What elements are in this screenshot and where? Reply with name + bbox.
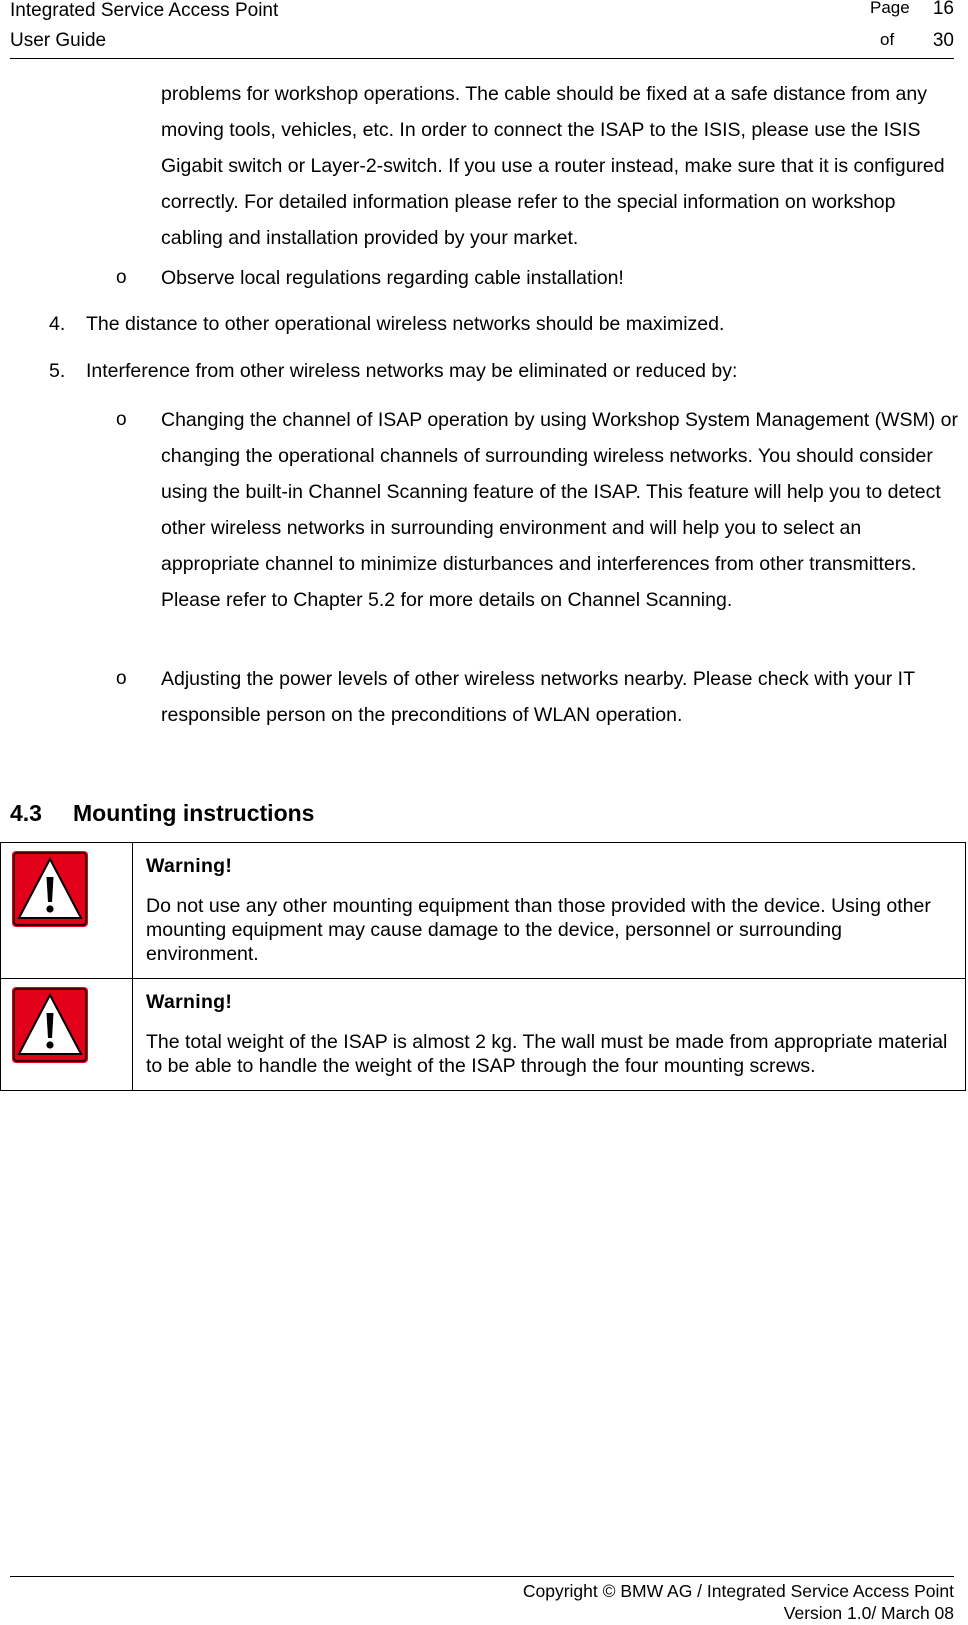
total-pages: 30: [932, 30, 954, 51]
document-title: Integrated Service Access Point: [10, 0, 279, 21]
bullet-marker: o: [116, 409, 127, 430]
section-title: Mounting instructions: [73, 800, 315, 826]
section-number: 4.3: [10, 800, 42, 826]
continued-paragraph: problems for workshop operations. The cable should be fixed at a safe distance from any moving tools, vehicles, etc. In order to connect the ISAP to the ISIS, please use the ISIS Gigabit switch or Layer-2-switch. If you use a router instead, make sure that it is configured correctly. For detailed information please refer to the special information on workshop cabling and installation provided by your market.: [161, 83, 945, 249]
bullet-power-levels: Adjusting the power levels of other wireless networks nearby. Please check with your IT responsible person on the preconditions of WLAN operation.: [161, 668, 915, 726]
page-label: Page: [870, 0, 910, 17]
bullet-marker: o: [116, 267, 127, 288]
version-text: Version 1.0/ March 08: [783, 1603, 954, 1623]
bullet-channel-change: Changing the channel of ISAP operation by using Workshop System Management (WSM) or changing the operational channels of surrounding wireless networks. You should consider using the built-in Channel Scanning feature of the ISAP. This feature will help you to detect other wireless networks in surrounding environment and will help you to select an appropriate channel to minimize disturbances and interferences from other transmitters. Please refer to Chapter 5.2 for more details on Channel Scanning.: [161, 409, 959, 611]
list-item-4: The distance to other operational wireless networks should be maximized.: [86, 313, 725, 335]
list-item-5: Interference from other wireless networks may be eliminated or reduced by:: [86, 360, 738, 382]
warning-icon-cell: [1, 843, 133, 979]
warning-text-cell: [133, 843, 966, 979]
page-number: 16: [932, 0, 954, 19]
list-number-4: 4.: [49, 313, 66, 335]
list-number-5: 5.: [49, 360, 66, 382]
copyright-text: Copyright © BMW AG / Integrated Service Access Point: [522, 1581, 954, 1601]
document-subtitle: User Guide: [10, 30, 107, 51]
page-header: [10, 0, 954, 59]
warning-row: [1, 979, 966, 1091]
of-label: of: [880, 30, 895, 49]
warning-text: Do not use any other mounting equipment than those provided with the device. Using other mounting equipment may cause damage to the device, personnel or surrounding environment.: [146, 895, 931, 965]
warning-text-cell: [133, 979, 966, 1091]
warning-title: Warning!: [146, 855, 233, 877]
bullet-cable-regulations: Observe local regulations regarding cable installation!: [161, 267, 624, 289]
bullet-marker: o: [116, 668, 127, 689]
warning-icon-cell: [1, 979, 133, 1091]
warning-text: The total weight of the ISAP is almost 2 kg. The wall must be made from appropriate material to be able to handle the weight of the ISAP through the four mounting screws.: [146, 1031, 948, 1077]
warning-triangle-icon: [12, 987, 88, 1063]
warning-triangle-icon: [12, 851, 88, 927]
warning-title: Warning!: [146, 991, 233, 1013]
warning-table: [0, 842, 966, 1091]
page-footer: [10, 1576, 954, 1624]
warning-row: [1, 843, 966, 979]
